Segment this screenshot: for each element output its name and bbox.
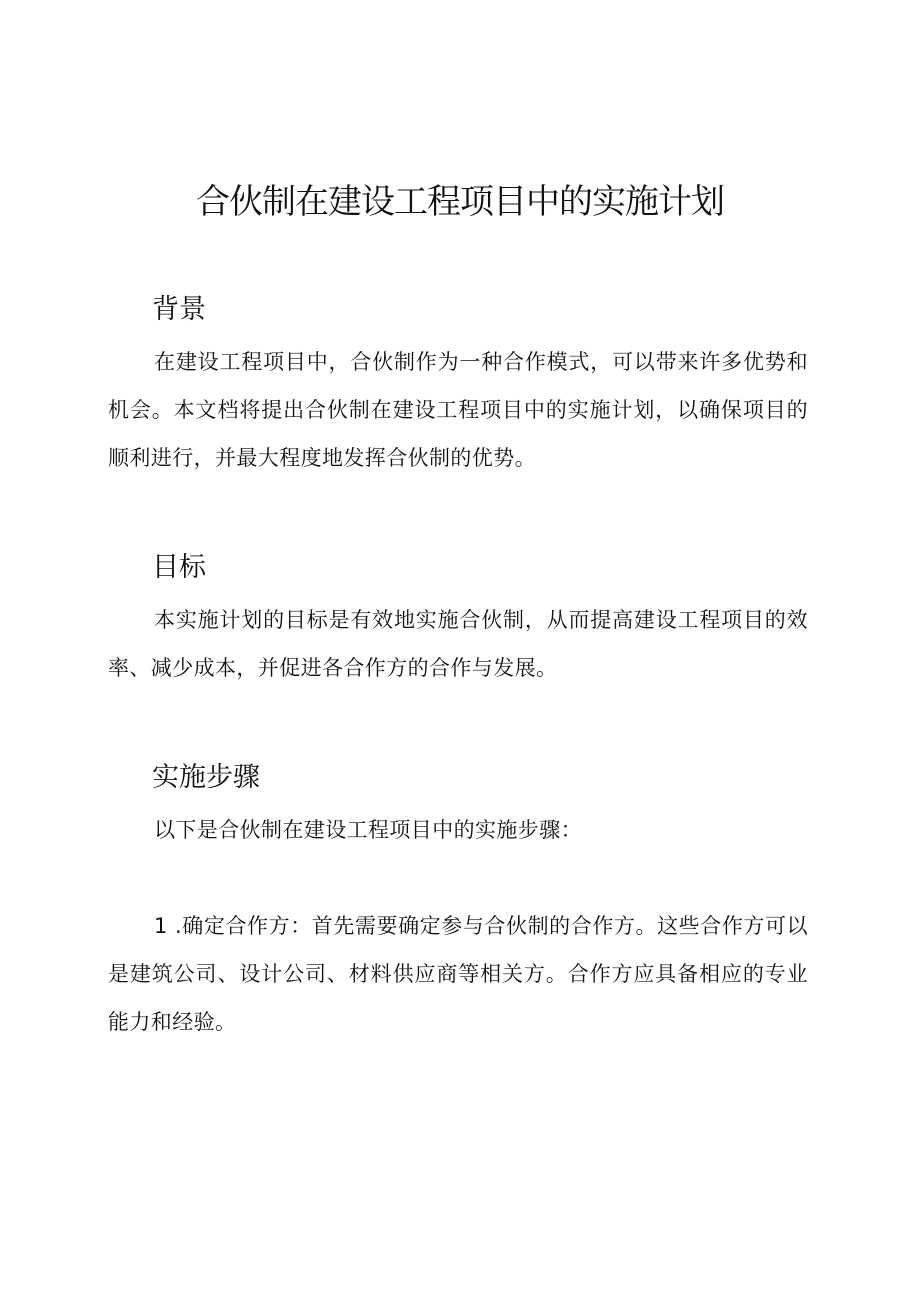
steps-intro-paragraph: 以下是合伙制在建设工程项目中的实施步骤： [154,818,582,842]
background-paragraph: 在建设工程项目中，合伙制作为一种合作模式，可以带来许多优势和机会。本文档将提出合伙制在建设工程项目中的实施计划，以确保项目的顺利进行，并最大程度地发挥合伙制的优势。 [108,350,808,470]
document-title: 合伙制在建设工程项目中的实施计划 [196,182,724,222]
section-heading-background: 背景 [152,294,206,325]
step-item-1: 1 .确定合作方：首先需要确定参与合伙制的合作方。这些合作方可以是建筑公司、设计公司、材料供应商等相关方。合作方应具备相应的专业能力和经验。 [108,914,808,1034]
section-heading-steps: 实施步骤 [152,762,260,793]
goal-paragraph: 本实施计划的目标是有效地实施合伙制，从而提高建设工程项目的效率、减少成本，并促进各合作方的合作与发展。 [108,608,808,680]
section-heading-goal: 目标 [152,552,206,583]
